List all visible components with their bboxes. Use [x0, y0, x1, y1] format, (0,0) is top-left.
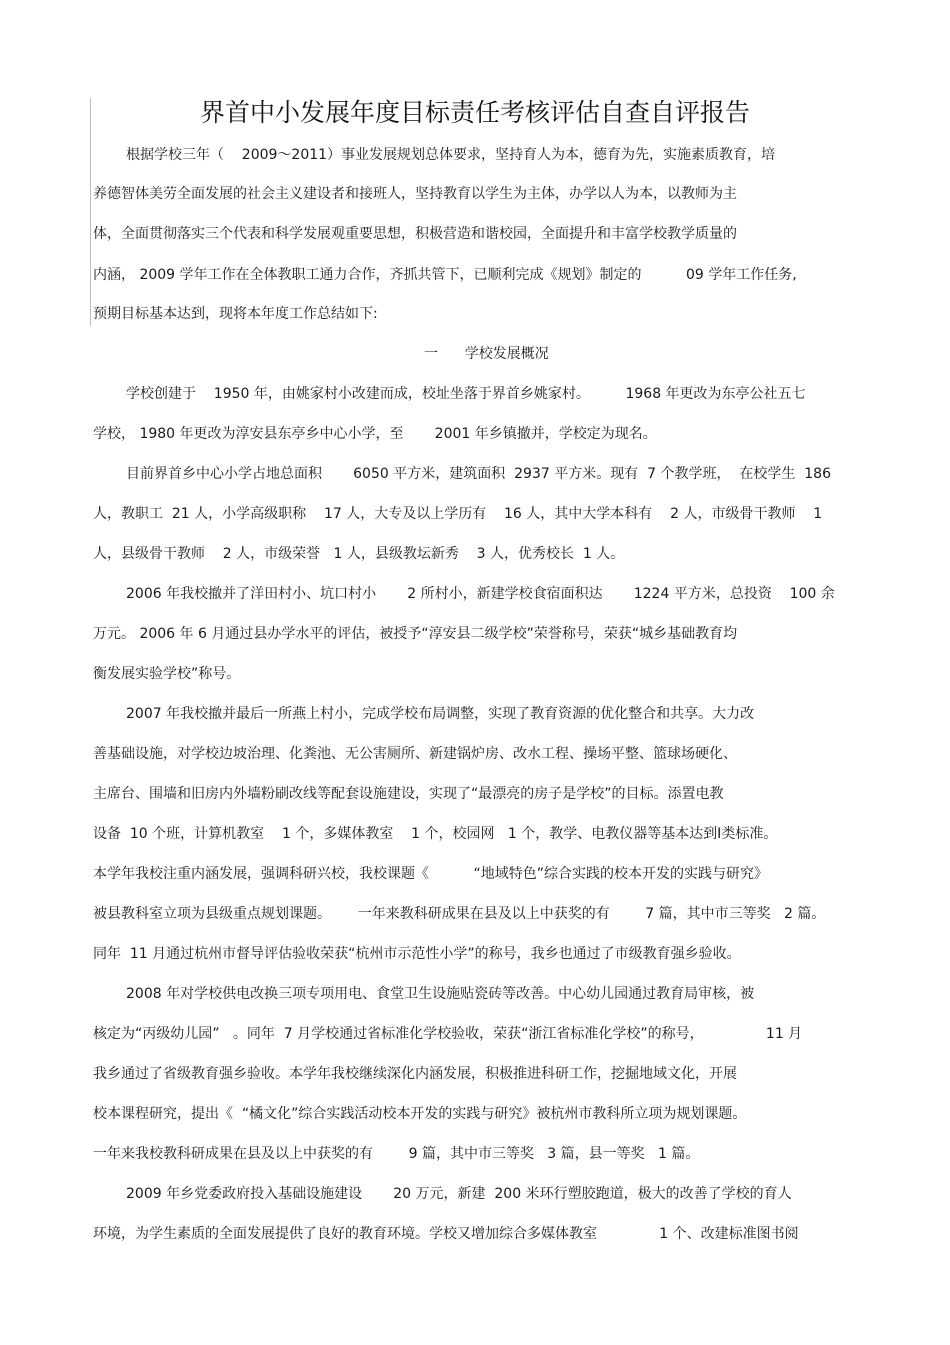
paragraph-line: 我乡通过了省级教育强乡验收。本学年我校继续深化内涵发展，积极推进科研工作，挖掘地域文化，开展	[93, 1066, 737, 1082]
paragraph-line: 2009 年乡党委政府投入基础设施建设 20 万元，新建 200 米环行塑胶跑道，极大的改善了学校的育人	[126, 1186, 792, 1202]
paragraph-line: 校本课程研究，提出《 “橘文化”综合实践活动校本开发的实践与研究》被杭州市教科所立项为规划课题。	[93, 1106, 747, 1122]
document-title: 界首中小发展年度目标责任考核评估自查自评报告	[199, 98, 750, 127]
paragraph-line: 2007 年我校撤并最后一所燕上村小，完成学校布局调整，实现了教育资源的优化整合和共享。大力改	[126, 706, 755, 722]
paragraph-line: 2008 年对学校供电改换三项专项用电、食堂卫生设施贴瓷砖等改善。中心幼儿园通过教育局审核，被	[126, 986, 755, 1002]
paragraph-line: 目前界首乡中心小学占地总面积 6050 平方米，建筑面积 2937 平方米。现有 7 个教学班， 在校学生 186	[126, 466, 831, 482]
paragraph-line: 学校创建于 1950 年，由姚家村小改建而成，校址坐落于界首乡姚家村。 1968 年更改为东亭公社五七	[126, 386, 806, 402]
paragraph-line: 设备 10 个班，计算机教室 1 个，多媒体教室 1 个，校园网 1 个，教学、电教仪器等基本达到Ⅰ类标准。	[93, 826, 778, 842]
paragraph-line: 核定为“丙级幼儿园” 。同年 7 月学校通过省标准化学校验收，荣获“浙江省标准化学校”的称号， 11 月	[93, 1026, 803, 1042]
paragraph-line: 善基础设施，对学校边坡治理、化粪池、无公害厕所、新建锅炉房、改水工程、操场平整、篮球场硬化、	[93, 746, 737, 762]
paragraph-line: 人，教职工 21 人，小学高级职称 17 人，大专及以上学历有 16 人，其中大学本科有 2 人，市级骨干教师 1	[93, 506, 823, 522]
paragraph-line: 人，县级骨干教师 2 人，市级荣誉 1 人，县级教坛新秀 3 人，优秀校长 1 人。	[93, 546, 625, 562]
paragraph-line: 一年来我校教科研成果在县及以上中获奖的有 9 篇，其中市三等奖 3 篇，县一等奖 1 篇。	[93, 1146, 700, 1162]
paragraph-line: 衡发展实验学校”称号。	[93, 666, 241, 682]
paragraph-line: 内涵， 2009 学年工作在全体教职工通力合作，齐抓共管下，已顺利完成《规划》制定的 09 学年工作任务,	[93, 267, 797, 283]
paragraph-line: 学校， 1980 年更改为淳安县东亭乡中心小学，至 2001 年乡镇撤并，学校定为现名。	[93, 426, 657, 442]
paragraph-line: 根据学校三年（ 2009～2011）事业发展规划总体要求，坚持育人为本，德育为先，实施素质教育，培	[126, 147, 776, 163]
paragraph-line: 2006 年我校撤并了洋田村小、坑口村小 2 所村小，新建学校食宿面积达 1224 平方米，总投资 100 余	[126, 586, 835, 602]
paragraph-line: 养德智体美劳全面发展的社会主义建设者和接班人，坚持教育以学生为主体，办学以人为本，以教师为主	[93, 186, 737, 202]
paragraph-line: 被县教科室立项为县级重点规划课题。 一年来教科研成果在县及以上中获奖的有 7 篇，其中市三等奖 2 篇。	[93, 906, 826, 922]
paragraph-line: 预期目标基本达到，现将本年度工作总结如下:	[93, 306, 378, 322]
section-heading: 一 学校发展概况	[424, 346, 549, 362]
paragraph-line: 本学年我校注重内涵发展，强调科研兴校，我校课题《 “地域特色”综合实践的校本开发的实践与研究》	[93, 866, 769, 882]
paragraph-line: 体，全面贯彻落实三个代表和科学发展观重要思想，积极营造和谐校园，全面提升和丰富学校教学质量的	[93, 226, 737, 242]
paragraph-line: 同年 11 月通过杭州市督导评估验收荣获“杭州市示范性小学”的称号，我乡也通过了市级教育强乡验收。	[93, 946, 741, 962]
paragraph-line: 万元。 2006 年 6 月通过县办学水平的评估，被授予“淳安县二级学校”荣誉称号，荣获“城乡基础教育均	[93, 626, 738, 642]
margin-rule	[90, 98, 91, 326]
paragraph-line: 环境，为学生素质的全面发展提供了良好的教育环境。学校又增加综合多媒体教室 1 个、改建标准图书阅	[93, 1226, 799, 1242]
paragraph-line: 主席台、围墙和旧房内外墙粉刷改线等配套设施建设，实现了“最漂亮的房子是学校”的目标。添置电教	[93, 786, 724, 802]
